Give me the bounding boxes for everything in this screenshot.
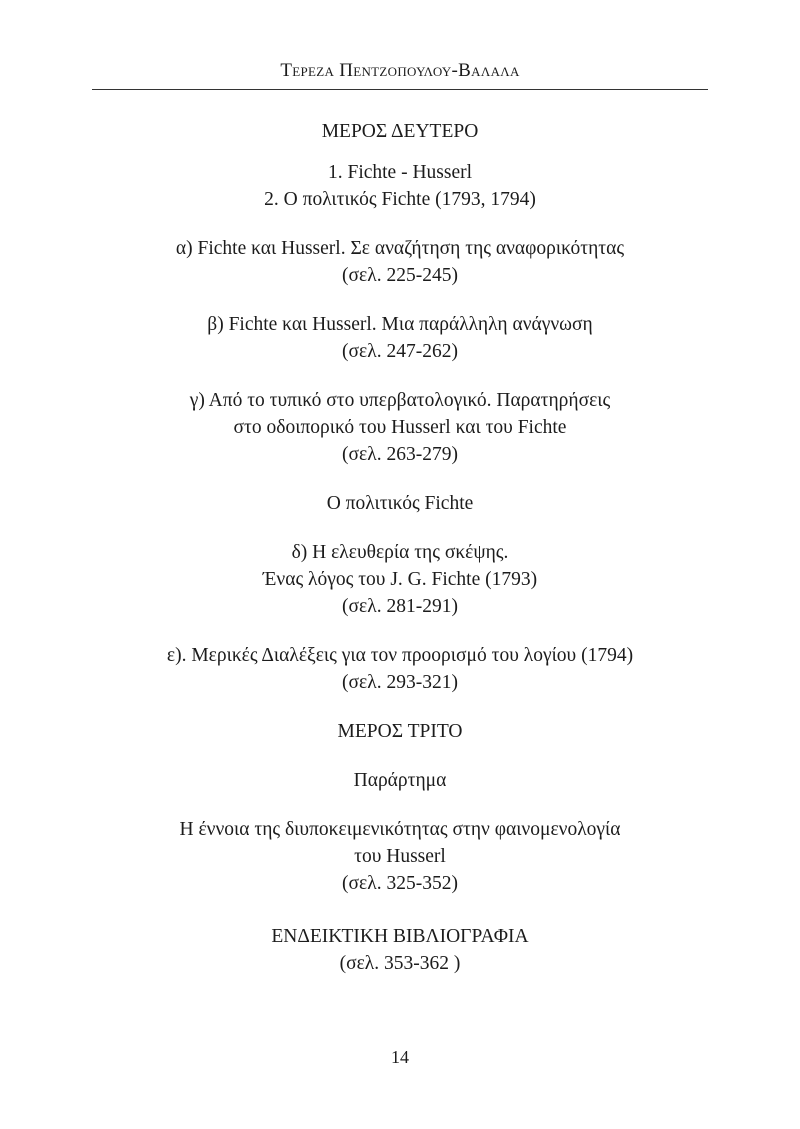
spacer: [92, 897, 708, 923]
toc-entry-title: Η έννοια της διυποκειμενικότητας στην φαινομενολογία: [179, 819, 621, 840]
part-two-subtitle-1: 1. Fichte - Husserl: [327, 162, 473, 183]
toc-entry-title: β) Fichte και Husserl. Μια παράλληλη ανάγνωση: [207, 314, 593, 335]
toc-entry-pages: (σελ. 225-245): [342, 265, 458, 286]
spacer: [92, 213, 708, 235]
political-fichte-heading: Ο πολιτικός Fichte: [326, 493, 474, 514]
table-of-contents: [92, 118, 708, 977]
toc-entry-appendix: [92, 816, 708, 897]
bibliography-heading: ΕΝΔΕΙΚΤΙΚΗ ΒΙΒΛΙΟΓΡΑΦΙΑ: [271, 926, 529, 947]
spacer: [92, 468, 708, 490]
toc-entry-title-continued: του Husserl: [354, 846, 446, 867]
part-three-heading: ΜΕΡΟΣ ΤΡΙΤΟ: [337, 721, 463, 742]
toc-entry-c: [92, 387, 708, 468]
toc-entry-title-continued: στο οδοιπορικό του Husserl και του Fichte: [233, 417, 567, 438]
toc-entry-pages: (σελ. 293-321): [342, 672, 458, 693]
toc-entry-b: [92, 311, 708, 365]
spacer: [92, 745, 708, 767]
toc-entry-bibliography: [92, 923, 708, 977]
page-number: 14: [391, 1047, 409, 1067]
running-head: Tερεζα Πεντζοπουλου-Βαλαλα: [280, 60, 520, 81]
header-rule: [92, 89, 708, 90]
spacer: [92, 289, 708, 311]
spacer: [92, 794, 708, 816]
toc-entry-title-continued: Ένας λόγος του J. G. Fichte (1793): [262, 569, 538, 590]
toc-entry-title: γ) Από το τυπικό στο υπερβατολογικό. Παρατηρήσεις: [189, 390, 611, 411]
toc-entry-pages: (σελ. 247-262): [342, 341, 458, 362]
toc-entry-title: δ) Η ελευθερία της σκέψης.: [291, 542, 509, 563]
toc-entry-d: [92, 539, 708, 620]
appendix-heading: Παράρτημα: [353, 770, 447, 791]
toc-entry-pages: (σελ. 263-279): [342, 444, 458, 465]
toc-entry-title: α) Fichte και Husserl. Σε αναζήτηση της αναφορικότητας: [175, 238, 625, 259]
spacer: [92, 620, 708, 642]
spacer: [92, 145, 708, 159]
spacer: [92, 517, 708, 539]
spacer: [92, 696, 708, 718]
toc-entry-pages: (σελ. 353-362 ): [339, 953, 461, 974]
toc-entry-e: [92, 642, 708, 696]
toc-entry-pages: (σελ. 281-291): [342, 596, 458, 617]
toc-entry-a: [92, 235, 708, 289]
part-two-heading: ΜΕΡΟΣ ΔΕΥΤΕΡΟ: [321, 121, 479, 142]
spacer: [92, 365, 708, 387]
part-two-subtitle-2: 2. Ο πολιτικός Fichte (1793, 1794): [264, 189, 536, 210]
toc-entry-pages: (σελ. 325-352): [342, 873, 458, 894]
toc-entry-title: ε). Μερικές Διαλέξεις για τον προορισμό του λογίου (1794): [166, 645, 634, 666]
